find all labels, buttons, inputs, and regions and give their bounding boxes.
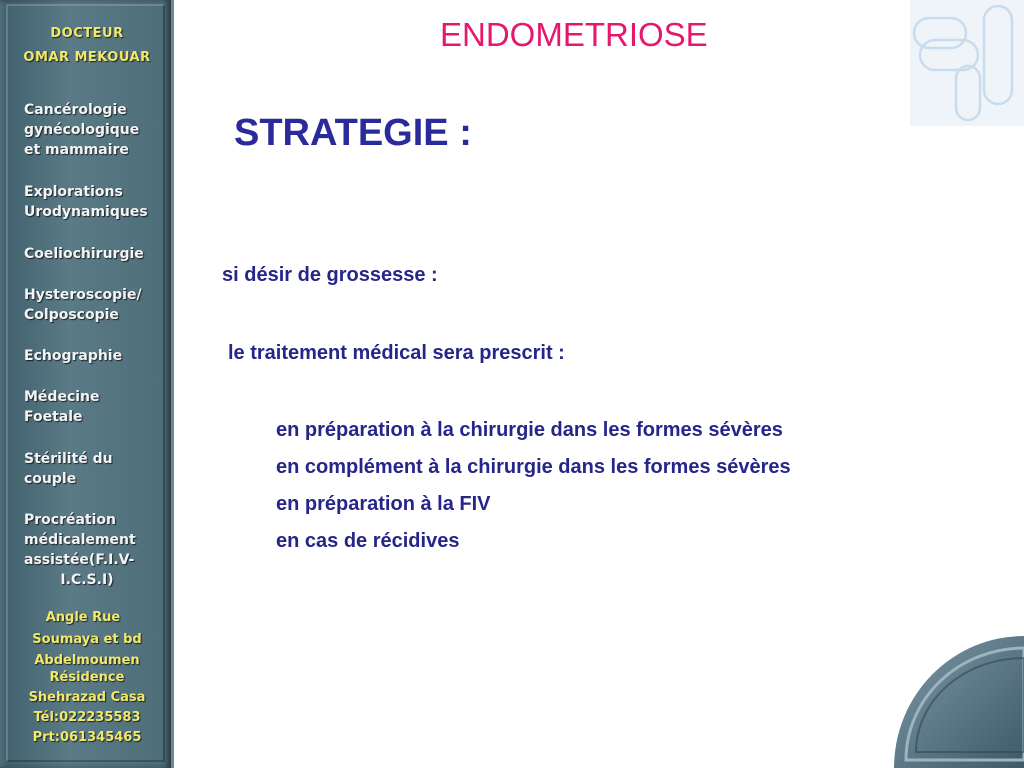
address-line2: Soumaya et bd [32,632,142,647]
decorative-quarter-disc-icon [894,636,1024,768]
address-phone: Tél:022235583 [33,710,141,725]
condition-text: si désir de grossesse : [222,264,438,286]
address-line1: Angle Rue [45,610,121,625]
decorative-capsules-icon [910,0,1024,126]
specialty-procreation-line4: I.C.S.I) [60,572,114,588]
doctor-name: OMAR MEKOUAR [23,50,151,65]
list-item: en cas de récidives [276,530,460,552]
doctor-title: DOCTEUR [50,26,124,41]
list-item: en complément à la chirurgie dans les formes sévères [276,456,791,478]
specialty-hysteroscopy-line2: Colposcopie [24,307,119,323]
indications-list [276,412,791,560]
specialty-coeliosurgery: Coeliochirurgie [24,246,144,262]
specialty-procreation-line1: Procréation [24,512,117,528]
specialty-sterility-line2: couple [24,471,77,487]
slide-title: ENDOMETRIOSE [440,16,708,53]
sidebar [0,0,174,768]
slide-subtitle: STRATEGIE : [234,112,472,154]
address-line4: Résidence [49,670,125,685]
specialty-oncology-line2: gynécologique [24,122,140,138]
specialty-urodynamics-line2: Urodynamiques [24,204,148,220]
specialty-fetal-line2: Foetale [24,409,83,425]
list-item: en préparation à la FIV [276,493,491,515]
address-line5: Shehrazad Casa [28,690,146,705]
list-item: en préparation à la chirurgie dans les formes sévères [276,419,783,441]
address-mobile: Prt:061345465 [32,730,142,745]
specialty-sterility-line1: Stérilité du [24,451,113,467]
specialty-hysteroscopy-line1: Hysteroscopie/ [24,287,142,303]
specialty-fetal-line1: Médecine [24,389,100,405]
specialty-procreation-line3: assistée(F.I.V- [24,552,135,568]
address-line3: Abdelmoumen [34,653,140,668]
specialty-procreation-line2: médicalement [24,532,136,548]
specialty-oncology-line1: Cancérologie [24,102,127,118]
specialty-oncology-line3: et mammaire [24,142,129,158]
specialty-echography: Echographie [24,348,123,364]
specialty-urodynamics-line1: Explorations [24,184,123,200]
treatment-text: le traitement médical sera prescrit : [228,342,565,364]
